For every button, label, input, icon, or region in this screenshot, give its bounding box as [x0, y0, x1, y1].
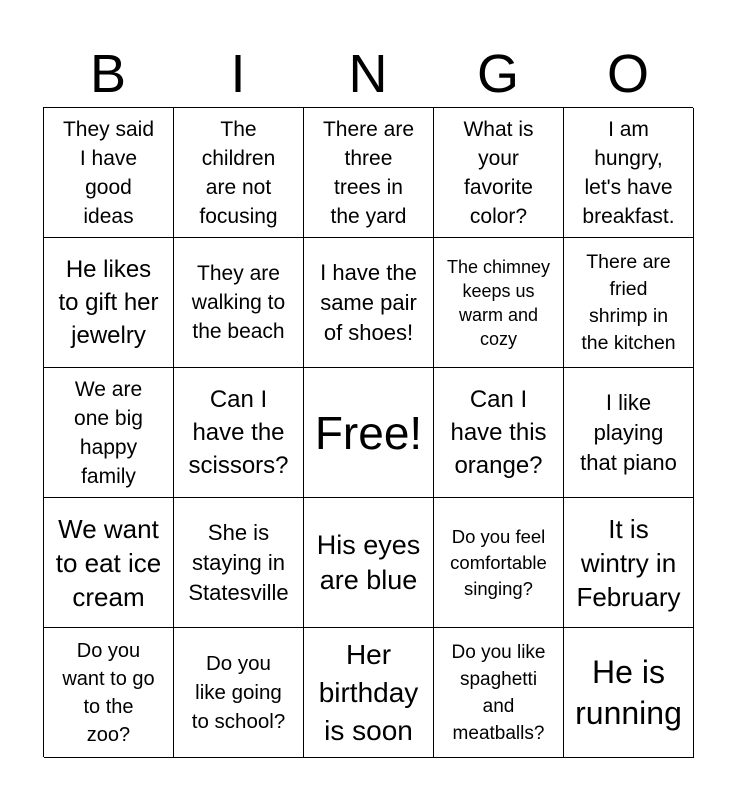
bingo-cell-r5c1[interactable]: [44, 628, 174, 758]
bingo-cell-r2c1[interactable]: [44, 238, 174, 368]
bingo-cell-r1c5[interactable]: [564, 108, 694, 238]
cell-text: He likes to gift her jewelry: [58, 256, 159, 349]
bingo-cell-r2c5[interactable]: [564, 238, 694, 368]
cell-text: It is wintry in February: [576, 513, 681, 612]
cell-text: They are walking to the beach: [191, 262, 286, 343]
cell-text: Her birthday is soon: [318, 638, 419, 746]
bingo-cell-r2c3[interactable]: [304, 238, 434, 368]
bingo-cell-r5c4[interactable]: [434, 628, 564, 758]
bingo-cell-r3c2[interactable]: [174, 368, 304, 498]
cell-text: She is staying in Statesville: [188, 519, 289, 605]
cell-text: Do you like spaghetti and meatballs?: [451, 641, 546, 744]
header-letter-n: N: [348, 44, 388, 104]
cell-text: I like playing that piano: [580, 389, 677, 475]
header-letter-g: G: [476, 44, 519, 104]
cell-text: We are one big happy family: [74, 377, 143, 488]
cell-text: Can I have this orange?: [450, 386, 547, 479]
cell-text: There are three trees in the yard: [322, 117, 415, 228]
cell-text: We want to eat ice cream: [55, 513, 162, 612]
cell-text: Do you want to go to the zoo?: [62, 639, 155, 746]
cell-text: His eyes are blue: [316, 529, 421, 595]
header-letter-o: O: [606, 44, 649, 104]
header-letter-b: B: [89, 44, 127, 104]
bingo-cell-r4c4[interactable]: [434, 498, 564, 628]
bingo-cell-r2c4[interactable]: [434, 238, 564, 368]
cell-text: The chimney keeps us warm and cozy: [446, 256, 551, 349]
cell-text: I have the same pair of shoes!: [320, 259, 417, 345]
bingo-cell-r4c2[interactable]: [174, 498, 304, 628]
bingo-cell-r3c1[interactable]: [44, 368, 174, 498]
cell-text: Do you feel comfortable singing?: [450, 525, 547, 599]
header-letter-i: I: [230, 44, 246, 104]
bingo-cell-r5c3[interactable]: [304, 628, 434, 758]
bingo-cell-r5c5[interactable]: [564, 628, 694, 758]
bingo-header: [43, 40, 693, 108]
bingo-cell-r3c5[interactable]: [564, 368, 694, 498]
cell-text: What is your favorite color?: [463, 117, 534, 228]
bingo-cell-r4c3[interactable]: [304, 498, 434, 628]
bingo-cell-r3c3[interactable]: [304, 368, 434, 498]
bingo-card-grid: [43, 107, 693, 757]
cell-text: The children are not focusing: [199, 117, 278, 228]
bingo-cell-r2c2[interactable]: [174, 238, 304, 368]
bingo-cell-r4c5[interactable]: [564, 498, 694, 628]
bingo-cell-r1c2[interactable]: [174, 108, 304, 238]
free-space-text: Free!: [314, 406, 423, 459]
cell-text: He is running: [575, 653, 682, 731]
bingo-cell-r1c4[interactable]: [434, 108, 564, 238]
cell-text: There are fried shrimp in the kitchen: [581, 250, 676, 354]
cell-text: Do you like going to school?: [191, 652, 286, 733]
bingo-cell-r3c4[interactable]: [434, 368, 564, 498]
bingo-cell-r4c1[interactable]: [44, 498, 174, 628]
cell-text: Can I have the scissors?: [188, 386, 289, 479]
bingo-cell-r1c3[interactable]: [304, 108, 434, 238]
bingo-cell-r1c1[interactable]: [44, 108, 174, 238]
bingo-cell-r5c2[interactable]: [174, 628, 304, 758]
cell-text: They said I have good ideas: [62, 117, 155, 228]
cell-text: I am hungry, let's have breakfast.: [582, 117, 675, 228]
